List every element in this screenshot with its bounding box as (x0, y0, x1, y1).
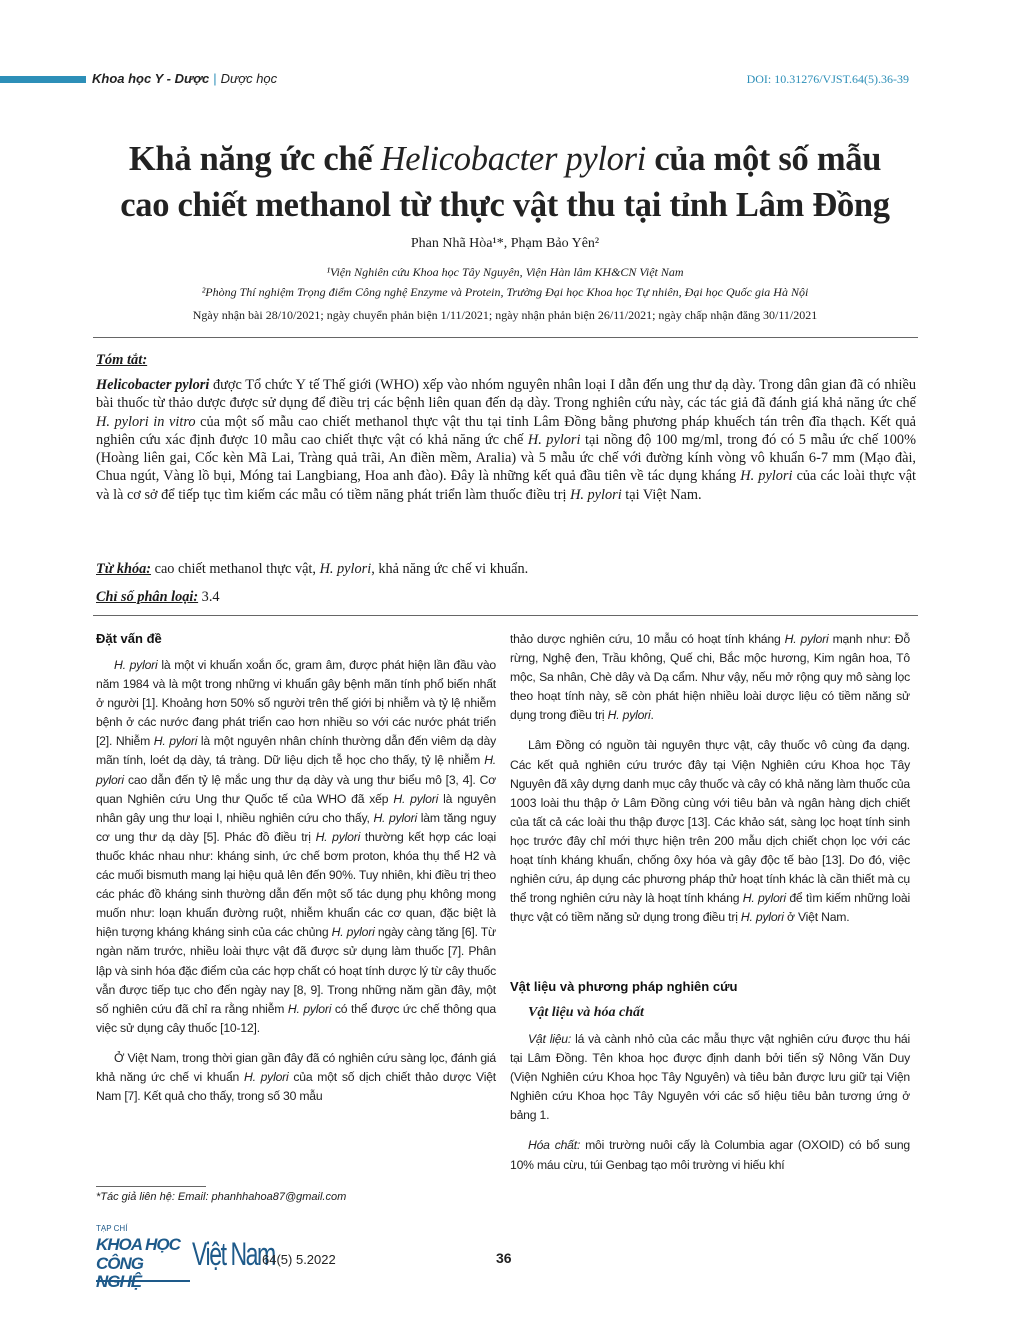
corresponding-author[interactable]: *Tác giả liên hệ: Email: phanhhahoa87@gmail.com (96, 1191, 347, 1203)
logo-line2: CÔNG NGHỆ (96, 1254, 143, 1291)
journal-section: Khoa học Y - Dược | Dược học (92, 71, 278, 86)
journal-logo (96, 1224, 190, 1291)
page-number: 36 (496, 1250, 512, 1266)
footnote-rule (96, 1186, 206, 1187)
doi[interactable]: DOI: 10.31276/VJST.64(5).36-39 (746, 72, 909, 86)
subsection-heading: Vật liệu và hóa chất (528, 1005, 644, 1020)
issue-number: 64(5) 5.2022 (262, 1252, 336, 1267)
paragraph: H. pylori là một vi khuẩn xoắn ốc, gram âm, được phát hiện lần đầu vào năm 1984 và là một trong những vi khuẩn gây bệnh mãn tính phổ biến nhất ở người [1]. Khoảng hơn 50% số người trên thế giới bị nhiễm và tỷ lệ nhiễm bệnh ở các nước đang phát triển cao hơn nhiều so với các nước phát triển [2]. Nhiễm H. pylori là một nguyên nhân chính thường dẫn đến viêm dạ dày mãn tính, loét dạ dày, tá tràng. Dữ liệu dịch tễ học cho thấy, tỷ lệ nhiễm H. pylori cao dẫn đến tỷ lệ mắc ung thư dạ dày và ung thư biểu mô [3, 4]. Cơ quan Nghiên cứu Ung thư Quốc tế của WHO đã xếp H. pylori là nguyên nhân gây ung thư loại I, nhiều nghiên cứu cho thấy, H. pylori làm tăng nguy cơ ung thư dạ dày [5]. Phác đồ điều trị H. pylori thường kết hợp các loại thuốc khác nhau như: kháng sinh, ức chế bơm proton, khóa thụ thể H2 và các muối bismuth mang lại hiệu quả lên đến 90%. Tuy nhiên, khi điều trị theo các phác đồ kháng sinh thường dẫn đến một số tác dụng phụ không mong muốn như: loạn khuẩn đường ruột, nhiễm khuẩn các cơ quan, đặc biệt là hiện tượng kháng kháng sinh của các chủng H. pylori ngày càng tăng [6]. Từ ngàn năm trước, nhiều loài thực vật đã được sử dụng làm thuốc [7]. Phân lập và sinh hóa đặc điểm của các hợp chất có hoạt tính dược lý từ cây thuốc vẫn được tiếp tục cho đến ngày nay [8, 9]. Trong những năm gần đây, một số nghiên cứu đã chỉ ra rằng nhiễm H. pylori có thể được ức chế thông qua việc sử dụng cây thuốc [10-12]. (96, 658, 497, 1035)
logo-country: Việt Nam (192, 1236, 275, 1272)
divider (93, 615, 918, 616)
section-name: Khoa học Y - Dược (92, 71, 210, 86)
title-part2: của một số mẫu (646, 140, 882, 178)
left-column (96, 656, 496, 1106)
paragraph: Hóa chất: môi trường nuôi cấy là Columbia agar (OXOID) có bổ sung 10% máu cừu, túi Genbag tạo môi trường vi hiếu khí (510, 1138, 910, 1172)
authors: Phan Nhã Hòa¹*, Phạm Bảo Yên² (410, 236, 600, 251)
divider (93, 337, 918, 338)
abstract-label: Tóm tắt: (96, 352, 148, 368)
right-column (510, 630, 910, 927)
affiliation-2: ²Phòng Thí nghiệm Trọng điểm Công nghệ Enzyme và Protein, Trường Đại học Khoa học Tự nhiên, Đại học Quốc gia Hà Nội (201, 285, 809, 299)
classification: Chỉ số phân loại: 3.4 (96, 589, 220, 605)
logo-line1: KHOA HỌC (96, 1235, 180, 1254)
logo-small-text: TẠP CHÍ (96, 1224, 128, 1233)
keywords: Từ khóa: cao chiết methanol thực vật, H. pylori, khả năng ức chế vi khuẩn. (96, 561, 529, 577)
section-heading-intro: Đặt vấn đề (96, 631, 162, 646)
article-title (60, 136, 950, 228)
abstract-text: Helicobacter pylori được Tổ chức Y tế Thế giới (WHO) xếp vào nhóm nguyên nhân loại I dẫn đến ung thư dạ dày. Trong dân gian đã có nhiều bài thuốc từ thảo dược được sử dụng để điều trị các bệnh liên quan đến dạ dày. Trong nghiên cứu này, các tác giả đã đánh giá khả năng ức chế H. pylori in vitro của một số mẫu cao chiết methanol thực vật thu tại tỉnh Lâm Đồng bằng phương pháp khuếch tán trên đĩa thạch. Kết quả nghiên cứu xác định được 10 mẫu cao chiết thực vật có khả năng ức chế H. pylori tại nồng độ 100 mg/ml, trong đó có 5 mẫu ức chế 100% (Hoàng liên gai, Cốc kèn Mã Lai, Tràng quả trãi, An điền mềm, Aralia) và 5 mẫu ức chế với đường kính vòng vô khuẩn 6-7 mm (Mạo đài, Chua ngút, Vàng lồ bụi, Móng tai Langbiang, Hoa anh đào). Đây là những kết quả đầu tiên về tác dụng kháng H. pylori của các loài thực vật và là cơ sở để tiếp tục tìm kiếm các mẫu có tiềm năng phát triển làm thuốc điều trị H. pylori tại Việt Nam. (96, 377, 917, 503)
paragraph: thảo dược nghiên cứu, 10 mẫu có hoạt tính kháng H. pylori mạnh như: Đỗ rừng, Nghệ đen, Trầu không, Quế chi, Bắc mộc hương, Kim ngân hoa, Tô mộc, Sa nhân, Chè dây và Dạ cẩm. Như vậy, nếu mở rộng quy mô sàng lọc theo hoạt tính này, sẽ còn phát hiện nhiều loài dược liệu có tiềm năng sử dụng trong điều trị H. pylori. (510, 632, 910, 723)
affiliation-1: ¹Viện Nghiên cứu Khoa học Tây Nguyên, Viện Hàn lâm KH&CN Việt Nam (326, 265, 684, 279)
header-accent-bar (0, 76, 86, 83)
paragraph: Lâm Đồng có nguồn tài nguyên thực vật, cây thuốc vô cùng đa dạng. Các kết quả nghiên cứu trước đây tại Viện Nghiên cứu Khoa học Tây Nguyên đã xây dựng danh mục cây thuốc và cây có khả năng làm thuốc của 1003 loài thu thập ở Lâm Đồng cùng với tiêu bản và ngân hàng dịch chiết của tất cả các loài thu thập được [13]. Các khảo sát, sàng lọc hoạt tính sinh học trước đây chỉ mới thực hiện trên 200 mẫu dịch chiết chọn lọc với các hoạt tính kháng khuẩn, chống ôxy hóa và gây độc tế bào [13]. Do đó, việc nghiên cứu, áp dụng các phương pháp thử hoạt tính khác là cần thiết mà cụ thể trong nghiên cứu này là hoạt tính kháng H. pylori để tìm kiếm những loài thực vật có tiềm năng sử dụng trong điều trị H. pylori ở Việt Nam. (510, 738, 910, 925)
paragraph: Vật liệu: lá và cành nhỏ của các mẫu thực vật nghiên cứu được thu hái tại Lâm Đồng. Tên khoa học được định danh bởi tiến sỹ Nông Văn Duy (Viện Nghiên cứu Khoa học Tây Nguyên) và tiêu bản được lưu giữ tại Viện Nghiên cứu Khoa học Tây Nguyên với các số hiệu tiêu bản tương ứng ở bảng 1. (510, 1032, 910, 1123)
title-part1: Khả năng ức chế (128, 140, 381, 178)
paragraph: Ở Việt Nam, trong thời gian gần đây đã có nghiên cứu sàng lọc, đánh giá khả năng ức chế vi khuẩn H. pylori của một số dịch chiết thảo dược Việt Nam [7]. Kết quả cho thấy, trong số 30 mẫu (96, 1050, 496, 1104)
right-column-cont (510, 1030, 910, 1175)
title-species: Helicobacter pylori (380, 140, 647, 178)
section-heading-methods: Vật liệu và phương pháp nghiên cứu (510, 979, 738, 994)
submission-dates: Ngày nhận bài 28/10/2021; ngày chuyển phản biện 1/11/2021; ngày nhận phản biện 26/11/2021; ngày chấp nhận đăng 30/11/2021 (192, 308, 818, 322)
subsection-name: Dược học (220, 71, 278, 86)
title-line2: cao chiết methanol từ thực vật thu tại tỉnh Lâm Đồng (120, 186, 890, 224)
